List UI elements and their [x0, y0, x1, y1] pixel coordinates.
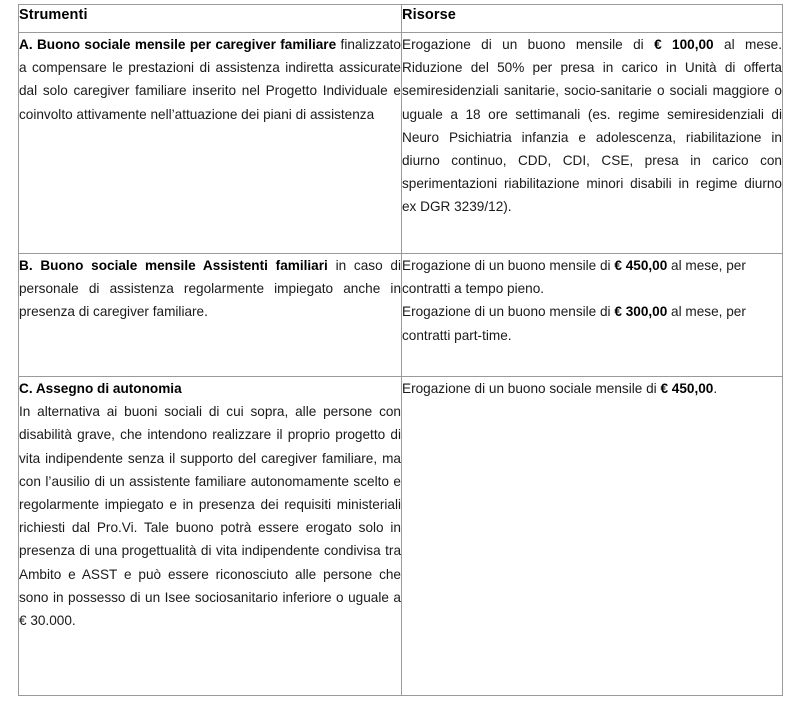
- table-row: [19, 254, 783, 377]
- cell-risorse-c: [402, 377, 783, 696]
- measure-c-description: [19, 400, 401, 632]
- resource-b-line-2: [402, 300, 782, 346]
- resource-a-part1: Erogazione di un buono mensile di: [402, 37, 655, 52]
- table-body: [19, 33, 783, 696]
- column-header-risorse: Risorse: [402, 5, 783, 33]
- table-row: [19, 377, 783, 696]
- cell-strumenti-a: [19, 33, 402, 254]
- column-header-strumenti: Strumenti: [19, 5, 402, 33]
- resource-c-part1: Erogazione di un buono sociale mensile di: [402, 381, 661, 396]
- measure-b-title: B. Buono sociale mensile Assistenti familiari: [19, 258, 328, 273]
- cell-risorse-b: [402, 254, 783, 377]
- benefits-table: [18, 4, 783, 696]
- resource-b-line1-amount: € 450,00: [614, 258, 668, 273]
- resource-b-line2-amount: € 300,00: [614, 304, 668, 320]
- resource-b-line2-part1: Erogazione di un buono mensile di: [402, 304, 615, 320]
- measure-a-description: [19, 33, 401, 126]
- measure-a-title: A. Buono sociale mensile per caregiver familiare: [19, 37, 337, 52]
- resource-b-line2-part2: al mese, per contratti part-time.: [402, 304, 746, 343]
- measure-c-title: C. Assegno di autonomia: [19, 381, 182, 396]
- resource-c-amount: € 450,00: [660, 381, 714, 396]
- resource-a-part2: al mese. Riduzione del 50% per presa in carico in Unità di offerta semiresidenziali sanitarie, socio-sanitarie o sociali maggiore o uguale a 18 ore settimanali (es. regime semiresidenziali di Neuro Psichiatria infanzia e adolescenza, riabilitazione in diurno continuo, CDD, CDI, CSE, presa in carico con sperimentazioni riabilitazione minori disabili in regime diurno ex DGR 3239/12).: [402, 37, 783, 215]
- resource-b-line-1: [402, 254, 782, 300]
- cell-strumenti-c: [19, 377, 402, 696]
- measure-b-description: [19, 254, 401, 324]
- cell-strumenti-b: [19, 254, 402, 377]
- table-header-row: [19, 5, 783, 33]
- table-header: [19, 5, 783, 33]
- resource-a-amount: € 100,00: [654, 37, 714, 52]
- table-row: [19, 33, 783, 254]
- cell-risorse-a: [402, 33, 783, 254]
- resource-c-part2: .: [713, 381, 718, 396]
- resource-c-description: [402, 377, 782, 400]
- resource-b-line1-part2: al mese, per contratti a tempo pieno.: [402, 258, 746, 297]
- measure-c-title-line: [19, 377, 401, 400]
- measure-a-body: finalizzato a compensare le prestazioni di assistenza indiretta assicurate dal solo caregiver familiare inserito nel Progetto Individuale e coinvolto attivamente nell’attuazione dei piani di assistenza: [19, 37, 401, 122]
- resource-b-line1-part1: Erogazione di un buono mensile di: [402, 258, 615, 273]
- resource-a-description: [402, 33, 782, 219]
- measure-c-body: In alternativa ai buoni sociali di cui sopra, alle persone con disabilità grave, che intendono realizzare il proprio progetto di vita indipendente senza il supporto del caregiver familiare, ma con l’ausilio di un assistente familiare autonomamente scelto e regolarmente impiegato e in presenza dei requisiti ministeriali richiesti dal Pro.Vi. Tale buono potrà essere erogato solo in presenza di una progettualità di vita indipendente condivisa tra Ambito e ASST e può essere riconosciuto alle persone che sono in possesso di un Isee sociosanitario inferiore o uguale a € 30.000.: [19, 404, 401, 629]
- measure-b-body: in caso di personale di assistenza regolarmente impiegato anche in presenza di caregiver familiare.: [19, 258, 401, 320]
